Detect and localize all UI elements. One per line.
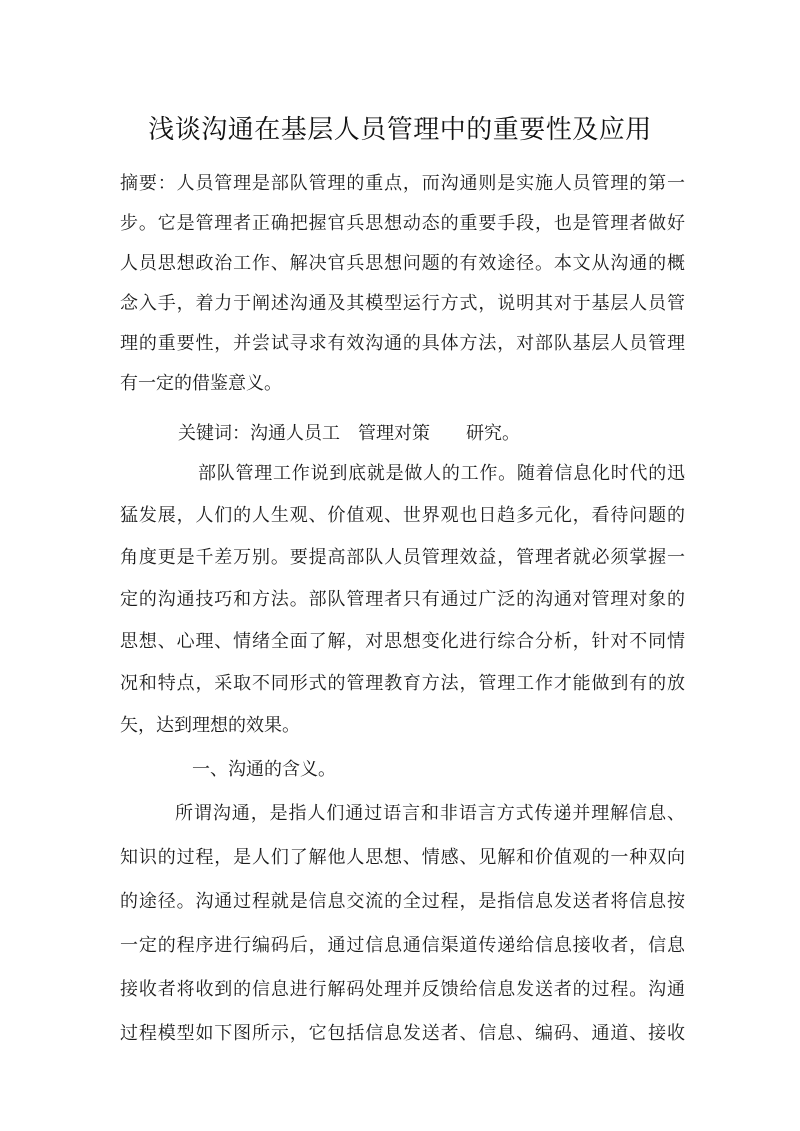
section-line: 过程模型如下图所示，它包括信息发送者、信息、编码、通道、接收: [120, 1023, 685, 1044]
intro-line: 定的沟通技巧和方法。部队管理者只有通过广泛的沟通对管理对象的: [120, 589, 685, 610]
keywords-line: 关键词：沟通人员工 管理对策 研究。: [178, 423, 520, 444]
abstract-line: 人员思想政治工作、解决官兵思想问题的有效途径。本文从沟通的概: [120, 253, 685, 274]
abstract-line: 有一定的借鉴意义。: [120, 373, 282, 394]
section-line: 一定的程序进行编码后，通过信息通信渠道传递给信息接收者，信息: [120, 935, 685, 956]
section-line: 知识的过程，是人们了解他人思想、情感、见解和价值观的一种双向: [120, 847, 685, 868]
abstract-line: 念入手，着力于阐述沟通及其模型运行方式，说明其对于基层人员管: [120, 293, 685, 314]
intro-line: 况和特点，采取不同形式的管理教育方法，管理工作才能做到有的放: [120, 673, 685, 694]
intro-line: 矢，达到理想的效果。: [120, 715, 300, 736]
section-line: 接收者将收到的信息进行解码处理并反馈给信息发送者的过程。沟通: [120, 979, 685, 1000]
abstract-line: 摘要：人员管理是部队管理的重点，而沟通则是实施人员管理的第一: [120, 173, 685, 194]
document-title: 浅谈沟通在基层人员管理中的重要性及应用: [148, 115, 652, 145]
intro-line: 角度更是千差万别。要提高部队人员管理效益，管理者就必须掌握一: [120, 547, 685, 568]
intro-line: 部队管理工作说到底就是做人的工作。随着信息化时代的迅: [198, 463, 685, 484]
section-heading: 一、沟通的含义。: [192, 759, 336, 780]
section-line: 的途径。沟通过程就是信息交流的全过程，是指信息发送者将信息按: [120, 891, 685, 912]
intro-line: 猛发展，人们的人生观、价值观、世界观也日趋多元化，看待问题的: [120, 505, 685, 526]
intro-line: 思想、心理、情绪全面了解，对思想变化进行综合分析，针对不同情: [120, 631, 685, 652]
abstract-line: 步。它是管理者正确把握官兵思想动态的重要手段，也是管理者做好: [120, 213, 685, 234]
abstract-line: 理的重要性，并尝试寻求有效沟通的具体方法，对部队基层人员管理: [120, 333, 685, 354]
section-line: 所谓沟通，是指人们通过语言和非语言方式传递并理解信息、: [175, 803, 685, 824]
